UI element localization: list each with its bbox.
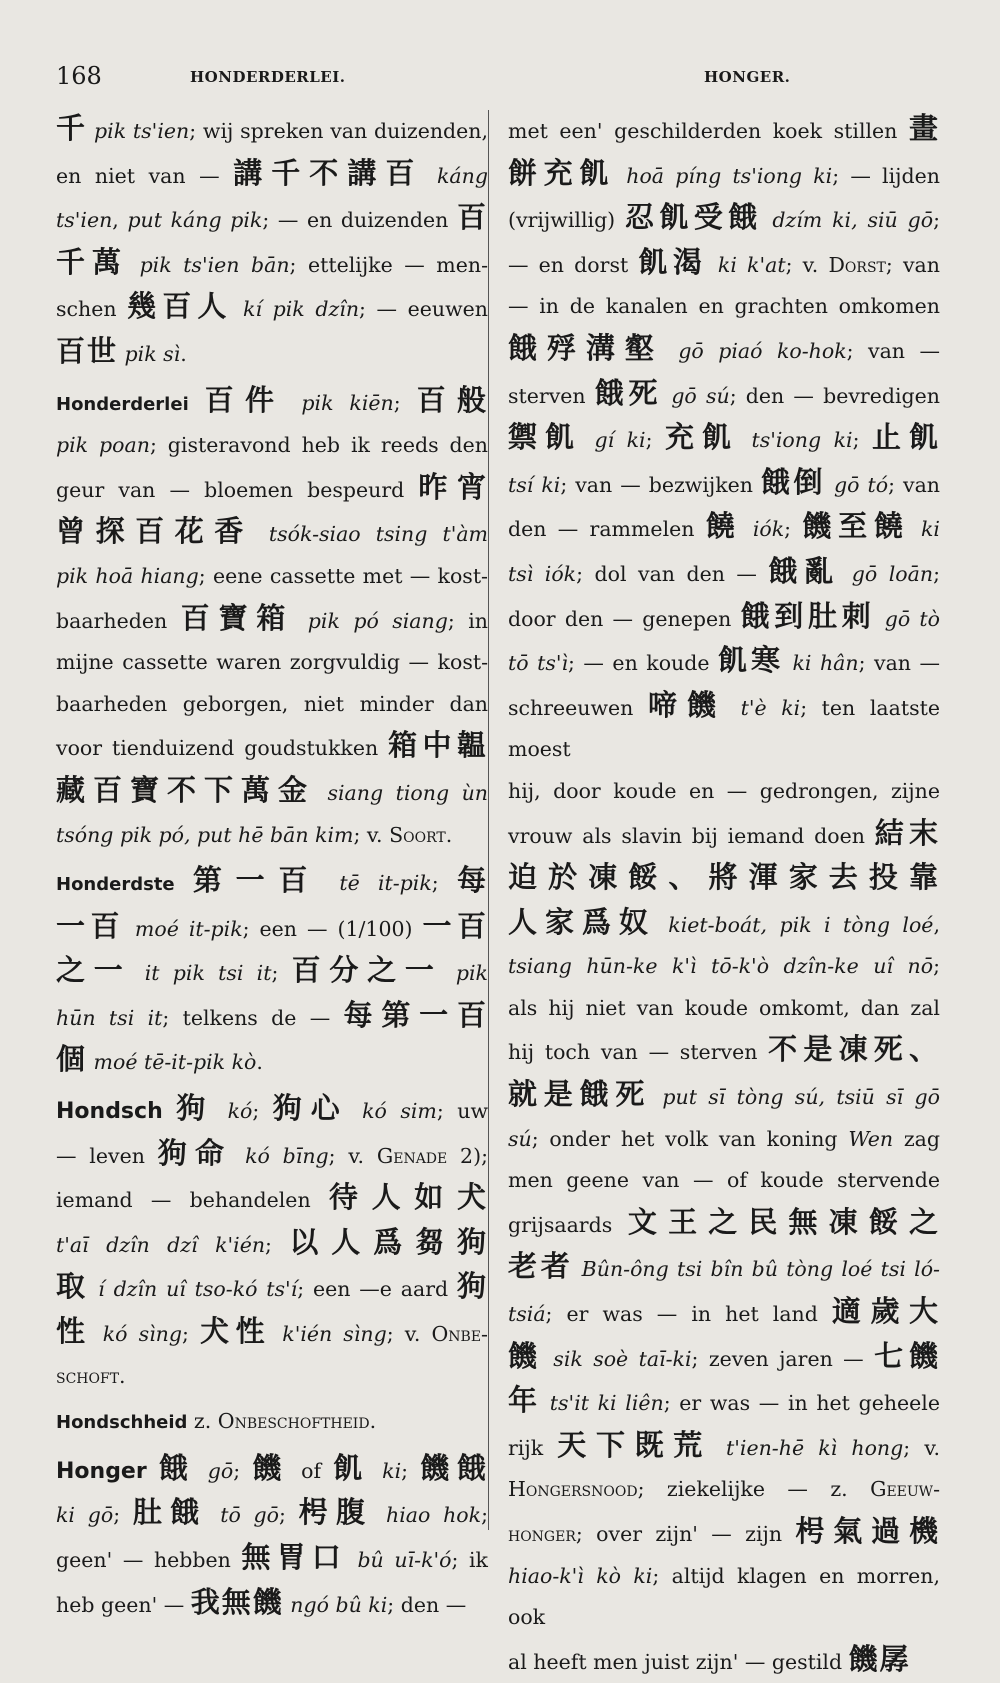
text-line: tsóng pik pó, put hē bān kim; v. Soort.: [56, 822, 453, 847]
text-line: geen' — hebben 無胃口 bû uī-k'ó; ik: [56, 1540, 488, 1574]
text-line: rijk 天下既荒 t'ien-hē kì hong; v.: [508, 1427, 940, 1462]
text-line: 就是餓死 put sī tòng sú, tsiū sī gō: [508, 1077, 940, 1112]
text-line: men geene van — of koude stervende: [508, 1168, 940, 1193]
text-line: 一百 moé it-pik; een — (1/100) 一百: [56, 908, 488, 943]
text-line: mijne cassette waren zorgvuldig — kost-: [56, 650, 488, 675]
text-line: met een' geschilderden koek stillen 畫: [508, 111, 940, 145]
text-line: 藏百寶不下萬金 siang tiong ùn: [56, 772, 488, 807]
right-running-head: HONGER.: [704, 68, 791, 86]
text-line: heb geen' — 我無饑 ngó bû ki; den —: [56, 1584, 467, 1619]
text-line: 饑 sik soè taī-ki; zeven jaren — 七饑: [508, 1338, 940, 1373]
text-line: tsiá; er was — in het land 適歲大: [508, 1294, 940, 1329]
text-line: hiao-k'ì kò ki; altijd klagen en morren, ook: [508, 1563, 940, 1630]
text-line: hij toch van — sterven 不是凍死、: [508, 1032, 940, 1067]
text-line: 千萬 pik ts'ien bān; ettelijke — men-: [56, 244, 488, 279]
text-line: Hondsch 狗 kó; 狗心 kó sim; uw: [56, 1091, 488, 1126]
text-line: Honderderlei 百件 pik kiēn; 百般: [56, 382, 488, 417]
text-line: hūn tsi it; telkens de — 每第一百: [56, 997, 488, 1032]
text-line: — leven 狗命 kó bīng; v. Genade 2);: [56, 1135, 488, 1170]
text-line: 曾探百花香 tsók-siao tsing t'àm: [56, 514, 488, 549]
text-line: baarheden 百寶箱 pik pó siang; in: [56, 600, 488, 635]
text-line: grijsaards 文王之民無凍餒之: [508, 1204, 940, 1239]
text-line: schreeuwen 啼饑 t'è ki; ten laatste moest: [508, 687, 940, 762]
text-line: 個 moé tē-it-pik kò.: [56, 1042, 263, 1077]
text-line: pik hoā hiang; eene cassette met — kost-: [56, 563, 488, 588]
text-line: tsiang hūn-ke k'ì tō-k'ò dzîn-ke uî nō;: [508, 954, 940, 979]
page-number: 168: [56, 62, 102, 90]
text-line: tsì iók; dol van den — 餓亂 gō loān;: [508, 553, 940, 588]
text-line: iemand — behandelen 待人如犬: [56, 1180, 488, 1215]
text-line: t'aī dzîn dzî k'ién; 以人爲芻狗: [56, 1224, 488, 1259]
text-line: Honger 餓 gō; 饑 of 飢 ki; 饑餓: [56, 1450, 488, 1485]
column-divider: [488, 110, 489, 1530]
text-line: door den — genepen 餓到肚刺 gō tò: [508, 598, 940, 633]
text-line: den — rammelen 饒 iók; 饑至饒 ki: [508, 509, 940, 544]
text-line: hij, door koude en — gedrongen, zijne: [508, 778, 940, 803]
text-line: (vrijwillig) 忍飢受餓 dzím ki, siū gō;: [508, 200, 940, 235]
text-line: al heeft men juist zijn' — gestild 饑孱: [508, 1641, 911, 1676]
text-line: vrouw als slavin bij iemand doen 結末: [508, 815, 940, 850]
text-line: 千 pik ts'ien; wij spreken van duizenden,: [56, 111, 488, 145]
text-line: 取 í dzîn uî tso-kó ts'í; een —e aard 狗: [56, 1269, 488, 1304]
text-line: schen 幾百人 kí pik dzîn; — eeuwen: [56, 289, 488, 324]
text-line: 性 kó sìng; 犬性 k'ién sìng; v. Onbe-: [56, 1314, 488, 1349]
text-line: — en dorst 飢渴 ki k'at; v. Dorst; van: [508, 244, 940, 279]
text-line: ts'ien, put káng pik; — en duizenden 百: [56, 200, 488, 235]
text-line: 餓殍溝壑 gō piaó ko-hok; van —: [508, 330, 940, 365]
text-line: geur van — bloemen bespeurd 昨宵: [56, 469, 488, 504]
right-column: [508, 108, 940, 1683]
text-line: voor tienduizend goudstukken 箱中韞: [56, 728, 488, 763]
text-line: 百世 pik sì.: [56, 333, 187, 368]
text-line: 老者 Bûn-ông tsi bîn bû tòng loé tsi ló-: [508, 1249, 940, 1284]
left-column: [56, 108, 488, 1626]
text-line: als hij niet van koude omkomt, dan zal: [508, 995, 940, 1020]
text-line: sterven 餓死 gō sú; den — bevredigen: [508, 375, 940, 410]
text-line: tsí ki; van — bezwijken 餓倒 gō tó; van: [508, 464, 941, 499]
left-running-head: HONDERDERLEI.: [190, 68, 346, 86]
text-line: honger; over zijn' — zijn 枵氣過機: [508, 1514, 940, 1548]
text-line: Hondschheid z. Onbeschoftheid.: [56, 1409, 377, 1434]
text-line: Hongersnood; ziekelijke — z. Geeuw-: [508, 1477, 940, 1502]
text-line: baarheden geborgen, niet minder dan: [56, 691, 488, 716]
text-line: 禦飢 gí ki; 充飢 ts'iong ki; 止飢: [508, 420, 940, 455]
page-header: [56, 60, 956, 100]
text-line: ki gō; 肚餓 tō gō; 枵腹 hiao hok;: [56, 1495, 488, 1530]
text-line: 餅充飢 hoā píng ts'iong ki; — lijden: [508, 155, 940, 190]
text-line: en niet van — 講千不講百 káng: [56, 155, 488, 190]
text-line: Honderdste 第一百 tē it-pik; 每: [56, 863, 488, 898]
text-line: schoft.: [56, 1363, 126, 1388]
text-line: 人家爲奴 kiet-boát, pik i tòng loé,: [508, 904, 940, 939]
text-line: — in de kanalen en grachten omkomen: [508, 294, 940, 319]
text-line: tō ts'ì; — en koude 飢寒 ki hân; van —: [508, 643, 940, 678]
text-line: 之一 it pik tsi it; 百分之一 pik: [56, 953, 488, 988]
text-line: 年 ts'it ki liên; er was — in het geheele: [508, 1383, 940, 1418]
text-line: 迫於凍餒、將渾家去投靠: [508, 860, 940, 895]
text-line: pik poan; gisteravond heb ik reeds den: [56, 433, 488, 458]
text-line: sú; onder het volk van koning Wen zag: [508, 1126, 940, 1151]
